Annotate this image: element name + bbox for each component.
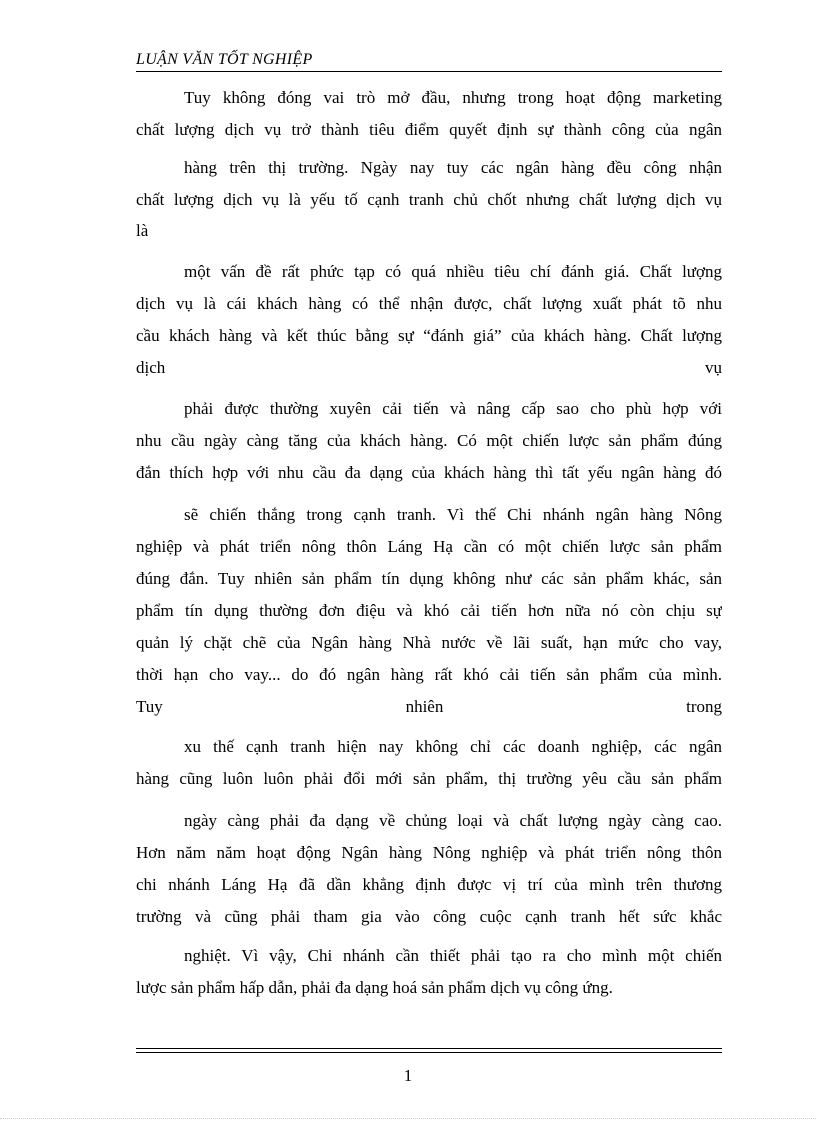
body-word: vụ [705,358,722,377]
body-line: lược sản phẩm hấp dẫn, phải đa dạng hoá sản phẩm dịch vụ công ứng. [136,978,613,997]
body-line: chất lượng dịch vụ là yếu tố cạnh tranh chủ chốt nhưng chất lượng dịch vụ [136,190,722,209]
body-line: hàng trên thị trường. Ngày nay tuy các ngân hàng đều công nhận [184,158,722,177]
body-line: chất lượng dịch vụ trở thành tiêu điểm quyết định sự thành công của ngân [136,120,722,139]
body-word: nhiên [405,697,444,716]
body-line: cầu khách hàng và kết thúc bằng sự “đánh giá” của khách hàng. Chất lượng [136,326,722,345]
body-line: quản lý chặt chẽ của Ngân hàng Nhà nước về lãi suất, hạn mức cho vay, [136,633,722,652]
page-edge-divider [0,1118,816,1119]
body-line: Tuy không đóng vai trò mở đầu, nhưng trong hoạt động marketing [184,88,722,107]
body-line: đúng đắn. Tuy nhiên sản phẩm tín dụng không như các sản phẩm khác, sản [136,569,722,588]
running-header: LUẬN VĂN TỐT NGHIỆP [136,50,722,72]
body-line [136,358,722,378]
body-word: Tuy [136,697,163,716]
body-line [136,697,722,717]
body-line: phải được thường xuyên cải tiến và nâng cấp sao cho phù hợp với [184,399,722,418]
body-line: nghiệp và phát triển nông thôn Láng Hạ cần có một chiến lược sản phẩm [136,537,722,556]
body-line: dịch vụ là cái khách hàng có thể nhận được, chất lượng xuất phát tõ nhu [136,294,722,313]
body-word: trong [686,697,722,716]
footer-divider [136,1048,722,1049]
body-line: Hơn năm năm hoạt động Ngân hàng Nông nghiệp và phát triển nông thôn [136,843,722,862]
body-line: ngày càng phải đa dạng về chủng loại và chất lượng ngày càng cao. [184,811,722,830]
page-number: 1 [403,1066,413,1085]
body-line: nhu cầu ngày càng tăng của khách hàng. Có một chiến lược sản phẩm đúng [136,431,722,450]
body-line: đắn thích hợp với nhu cầu đa dạng của khách hàng thì tất yếu ngân hàng đó [136,463,722,482]
body-line: nghiệt. Vì vậy, Chi nhánh cần thiết phải tạo ra cho mình một chiến [184,946,722,965]
body-line: chi nhánh Láng Hạ đã dần khẳng định được vị trí của mình trên thương [136,875,722,894]
body-line: thời hạn cho vay... do đó ngân hàng rất khó cải tiến sản phẩm của mình. [136,665,722,684]
body-line: là [136,221,149,240]
body-line: sẽ chiến thắng trong cạnh tranh. Vì thế Chi nhánh ngân hàng Nông [184,505,722,524]
body-line: trường và cũng phải tham gia vào công cuộc cạnh tranh hết sức khắc [136,907,722,926]
body-line: phẩm tín dụng thường đơn điệu và khó cải tiến hơn nữa nó còn chịu sự [136,601,722,620]
body-line: xu thế cạnh tranh hiện nay không chỉ các doanh nghiệp, các ngân [184,737,722,756]
body-line: một vấn đề rất phức tạp có quá nhiều tiêu chí đánh giá. Chất lượng [184,262,722,281]
body-line: hàng cũng luôn luôn phải đổi mới sản phẩm, thị trường yêu cầu sản phẩm [136,769,722,788]
footer-divider [136,1052,722,1053]
body-word: dịch [136,358,166,377]
